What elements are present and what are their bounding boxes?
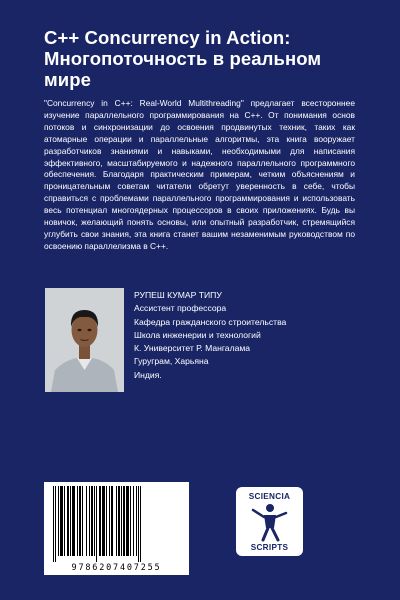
author-department: Кафедра гражданского строительства (134, 316, 287, 327)
barcode-bar (72, 486, 75, 556)
barcode-bar (111, 486, 113, 556)
author-position: Ассистент профессора (134, 303, 227, 314)
barcode-bar (102, 486, 105, 556)
barcode-bar (130, 486, 131, 556)
barcode-bar (121, 486, 122, 556)
barcode-bar (126, 486, 129, 556)
barcode-bar (89, 486, 90, 556)
author-school: Школа инженерии и технологий (134, 329, 261, 340)
barcode-bar (58, 486, 59, 556)
scientist-figure-icon (251, 502, 288, 542)
barcode-bar (96, 486, 97, 562)
author-name: РУПЕШ КУМАР ТИПУ (134, 290, 222, 300)
barcode-bar (77, 486, 78, 556)
barcode-bar (138, 486, 139, 562)
barcode-bar (106, 486, 107, 556)
barcode-bar (140, 486, 141, 562)
barcode-bar (53, 486, 54, 562)
barcode-bar (67, 486, 69, 556)
barcode-bar (60, 486, 63, 556)
barcode-bar (82, 486, 83, 556)
barcode-bar (55, 486, 56, 562)
barcode-bar (64, 486, 65, 556)
isbn-barcode (44, 482, 189, 575)
barcode-number: 9786207407255 (71, 563, 162, 573)
barcode-bar (123, 486, 125, 556)
book-title: C++ Concurrency in Action: Многопоточность в реальном мире (44, 27, 322, 90)
logo-text-bottom: SCRIPTS (250, 543, 289, 552)
barcode-bar (86, 486, 87, 556)
barcode-bars (44, 482, 189, 562)
barcode-bar (118, 486, 120, 556)
barcode-bar (91, 486, 93, 556)
barcode-bar (136, 486, 137, 556)
barcode-bar (94, 486, 95, 556)
author-university: К. Университет Р. Мангалама (134, 343, 251, 354)
barcode-bar (99, 486, 101, 556)
author-portrait (45, 288, 124, 392)
barcode-bar (109, 486, 110, 556)
barcode-bar (79, 486, 81, 556)
barcode-bar (116, 486, 117, 556)
author-country: Индия. (134, 369, 162, 380)
barcode-bar (133, 486, 134, 556)
barcode-bar (70, 486, 71, 556)
book-description: "Concurrency in C++: Real-World Multithreading" предлагает всестороннее изучение параллельного программирования на C++. От понимания основ потоков и синхронизации до освоения продвинутых техник, таких как атомарные операции и параллельные алгоритмы, эта книга вооружает разработчиков знаниями и навыками, необходимыми для написания эффективного, масштабируемого и надежного параллельного программного обеспечения. Благодаря практическим примерам, четким объяснениям и проницательным советам читатели обретут уверенность в себе, чтобы справиться с проблемами параллельного программирования и использовать весь потенциал многоядерных процессоров в своих приложениях. Будь вы новичок, желающий понять основы, или опытный разработчик, стремящийся углубить свои знания, эта книга станет вашим незаменимым руководством по освоению параллелизма в C++. (44, 98, 355, 251)
publisher-logo (236, 487, 303, 556)
logo-text-top: SCIENCIA (248, 492, 291, 501)
author-city: Гуруграм, Харьяна (134, 356, 209, 367)
author-photo (45, 288, 124, 392)
author-bio (134, 289, 364, 382)
